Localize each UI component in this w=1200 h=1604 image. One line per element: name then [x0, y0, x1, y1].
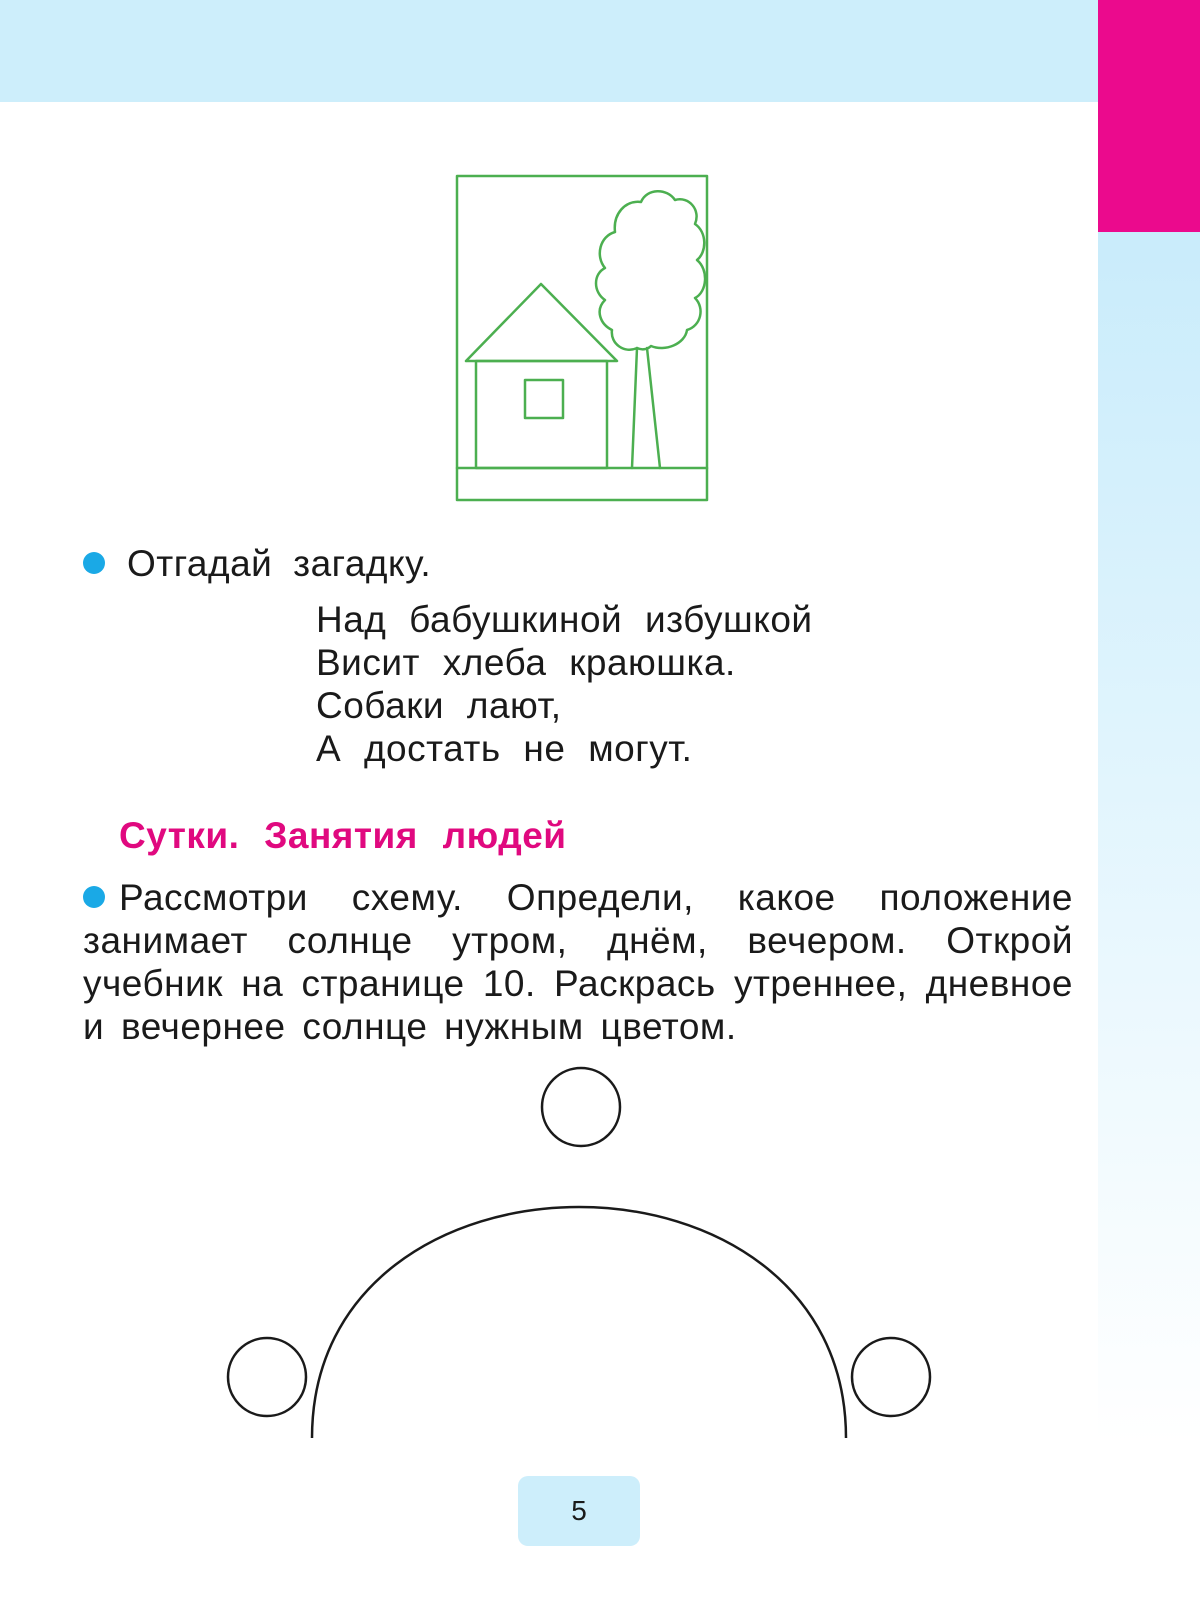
house-window: [525, 380, 563, 418]
task-riddle-instruction: [83, 543, 431, 585]
riddle-poem: [316, 598, 813, 770]
task2-text: Рассмотри схему. Определи, какое положение занимает солнце утром, днём, вечером. Открой учебник на странице 10. Раскрась утреннее, дневное и вечернее солнце нужным цветом.: [83, 877, 1073, 1047]
sun-path-arc: [312, 1207, 846, 1438]
tree-crown-icon: [596, 191, 705, 350]
task1-text: Отгадай загадку.: [127, 543, 432, 584]
tree-trunk: [632, 348, 660, 468]
riddle-line: Над бабушкиной избушкой: [316, 599, 813, 640]
top-header-band: [0, 0, 1098, 102]
task-sun-scheme-instruction: [83, 876, 1073, 1048]
side-gradient-strip: [1098, 0, 1200, 1604]
bullet-icon: [83, 886, 105, 908]
sun-circle-noon[interactable]: [542, 1068, 620, 1146]
sun-path-scheme: [0, 1050, 1098, 1450]
section-color-tab: [1098, 0, 1200, 232]
page-number-text: 5: [571, 1495, 587, 1526]
page-number: [518, 1476, 640, 1546]
sun-circle-morning[interactable]: [228, 1338, 306, 1416]
house-roof-icon: [466, 284, 617, 361]
sun-circle-evening[interactable]: [852, 1338, 930, 1416]
riddle-line: Собаки лают,: [316, 685, 562, 726]
bullet-icon: [83, 552, 105, 574]
riddle-line: Висит хлеба краюшка.: [316, 642, 736, 683]
house-body: [476, 361, 607, 468]
house-tree-picture: [455, 174, 709, 502]
section-title: Сутки. Занятия людей: [119, 815, 567, 856]
riddle-line: А достать не могут.: [316, 728, 693, 769]
picture-frame: [457, 176, 707, 500]
